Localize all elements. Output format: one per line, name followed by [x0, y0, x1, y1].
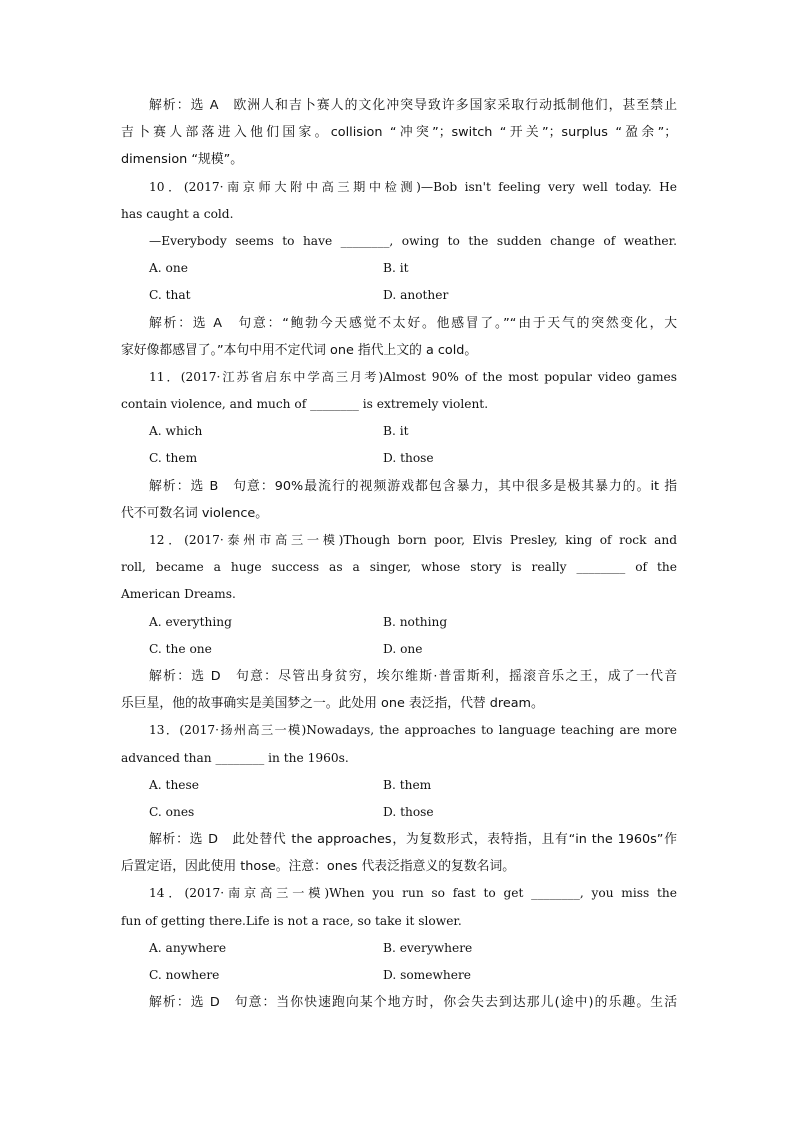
options-row: [121, 772, 677, 799]
options-row: [121, 636, 677, 663]
option: C. that: [149, 288, 191, 303]
option: C. ones: [149, 804, 195, 819]
option: C. nowhere: [149, 968, 220, 982]
option: B. nothing: [383, 614, 448, 629]
options-row: [121, 799, 677, 826]
options-row: [121, 418, 677, 445]
options-row: [121, 282, 677, 309]
analysis-line: 家好像都感冒了。”本句中用不定代词 one 指代上文的 a cold。: [121, 342, 478, 358]
analysis-line: 代不可数名词 violence。: [121, 505, 269, 521]
analysis-line: 解析：选 A 欧洲人和吉卜赛人的文化冲突导致许多国家采取行动抵制他们，甚至禁止: [149, 98, 677, 113]
options-row: [121, 445, 677, 472]
question-line: advanced than ________ in the 1960s.: [121, 750, 349, 765]
option: D. another: [383, 288, 449, 303]
option: B. everywhere: [383, 940, 473, 955]
question-line: contain violence, and much of ________ is extremely violent.: [121, 397, 489, 412]
question-line: 14．(2017·南京高三一模)When you run so fast to get ________, you miss the: [149, 886, 677, 901]
options-row: [121, 255, 677, 282]
option: B. it: [383, 261, 409, 276]
question-line: 10．(2017·南京师大附中高三期中检测)—Bob isn't feeling very well today. He: [149, 179, 677, 194]
option: D. those: [383, 451, 434, 466]
analysis-line: 解析：选 D 句意：当你快速跑向某个地方时，你会失去到达那儿(途中)的乐趣。生活: [149, 995, 677, 1011]
analysis-line: 解析：选 A 句意：“鲍勃今天感觉不太好。他感冒了。”“由于天气的突然变化，大: [149, 315, 677, 331]
option: A. which: [149, 424, 203, 439]
analysis-line: 解析：选 D 句意：尽管出身贫穷，埃尔维斯·普雷斯利，摇滚音乐之王，成了一代音: [149, 668, 677, 684]
analysis-line: 乐巨星，他的故事确实是美国梦之一。此处用 one 表泛指，代替 dream。: [121, 696, 544, 712]
analysis-line: dimension “规模”。: [121, 152, 244, 168]
question-line: 12．(2017·泰州市高三一模)Though born poor, Elvis Presley, king of rock and: [149, 533, 677, 547]
analysis-line: 解析：选 D 此处替代 the approaches，为复数形式，表特指，且有“in the 1960s”作: [149, 832, 677, 848]
question-line: has caught a cold.: [121, 206, 234, 221]
question-line: fun of getting there.Life is not a race, so take it slower.: [121, 913, 462, 928]
option: D. somewhere: [383, 968, 471, 982]
option: A. anywhere: [149, 940, 227, 955]
option: C. them: [149, 451, 198, 466]
question-line: 13．(2017·扬州高三一模)Nowadays, the approaches to language teaching are more: [149, 723, 677, 738]
options-row: [121, 609, 677, 636]
options-row: [121, 962, 677, 989]
question-line: American Dreams.: [121, 587, 236, 602]
option: B. them: [383, 777, 432, 792]
options-row: [121, 935, 677, 962]
option: B. it: [383, 424, 409, 439]
option: D. those: [383, 804, 434, 819]
question-line: —Everybody seems to have ________, owing to the sudden change of weather.: [149, 233, 677, 248]
analysis-line: 解析：选 B 句意：90%最流行的视频游戏都包含暴力，其中很多是极其暴力的。it 指: [149, 478, 677, 494]
option: C. the one: [149, 641, 212, 656]
option: A. these: [149, 777, 199, 792]
analysis-line: 后置定语，因此使用 those。注意：ones 代表泛指意义的复数名词。: [121, 859, 516, 875]
document-page: [121, 92, 677, 1016]
option: D. one: [383, 641, 423, 656]
question-line: roll, became a huge success as a singer, whose story is really ________ of the: [121, 560, 677, 575]
option: A. one: [149, 261, 188, 276]
question-line: 11．(2017·江苏省启东中学高三月考)Almost 90% of the most popular video games: [149, 369, 677, 384]
option: A. everything: [149, 614, 232, 629]
analysis-line: 吉卜赛人部落进入他们国家。collision “冲突”；switch “开关”；surplus “盈余”；: [121, 125, 677, 141]
